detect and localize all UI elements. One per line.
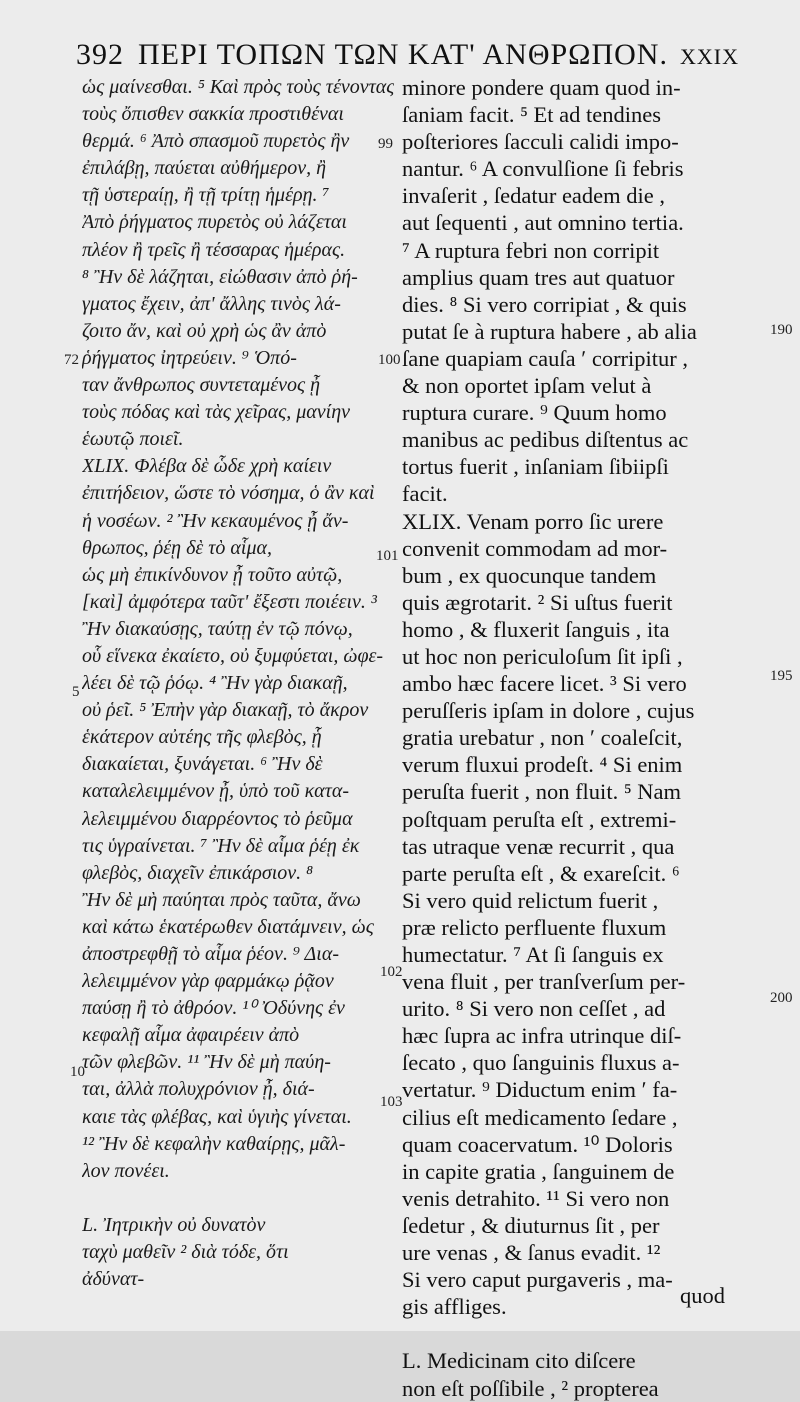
text-line: οὗ εἵνεκα ἐκαίετο, οὐ ξυμφύεται, ὠφε- [82, 644, 384, 667]
text-line: ure venas , & ſanus evadit. ¹² [402, 1240, 661, 1266]
margin-number: 200 [770, 990, 793, 1006]
text-line: Si vero quid relictum fuerit , [402, 887, 659, 913]
greek-text-column [82, 74, 394, 1293]
text-line: ἑωυτῷ ποιεῖ. [82, 428, 184, 451]
text-line: ὡς μαίνεσθαι. ⁵ Καὶ πρὸς τοὺς τένοντας [82, 76, 394, 98]
text-line: L. Medicinam cito diſcere [402, 1348, 636, 1374]
text-line: tas utraque venæ recurrit , qua [402, 833, 675, 859]
text-line: non eſt poſſibile , ² propterea [402, 1375, 659, 1401]
latin-text-column [402, 74, 794, 1402]
text-line: ſaniam facit. ⁵ Et ad tendines [402, 102, 662, 128]
text-line: peruſta fuerit , non fluit. ⁵ Nam [402, 779, 682, 805]
text-line: & non oportet ipſam velut à [402, 373, 652, 399]
text-line: amplius quam tres aut quatuor [402, 264, 675, 290]
text-line: aut ſequenti , aut omnino tertia. [402, 210, 684, 236]
text-line: ἑκάτερον αὐτέης τῆς φλεβὸς, ᾗ [82, 726, 322, 749]
text-line: convenit commodam ad mor- [402, 535, 668, 561]
text-line: λελειμμένου διαρρέοντος τὸ ῥεῦμα [82, 807, 353, 830]
text-line: Ἀπὸ ῥήγματος πυρετὸς οὐ λάζεται [82, 211, 347, 234]
text-line: homo , & fluxerit ſanguis , ita [402, 616, 670, 642]
text-line: nantur. ⁶ A convulſione ſi febris [402, 156, 684, 182]
text-line: φλεβὸς, διαχεῖν ἐπικάρσιον. ⁸ [82, 861, 314, 884]
line-gap [82, 1185, 394, 1212]
running-title: ΠΕΡΙ ΤΟΠΩΝ ΤΩΝ ΚΑΤ' ΑΝΘΡΩΠΟΝ. [138, 38, 668, 71]
text-line: παύσῃ ἢ τὸ ἀθρόον. ¹⁰ Ὀδύνης ἐν [82, 997, 345, 1020]
text-line: putat ſe à ruptura habere , ab alia [402, 318, 697, 344]
text-line: invaſerit , ſedatur eadem die , [402, 183, 666, 209]
text-line: ἐπιλάβῃ, παύεται αὐθήμερον, ἢ [82, 157, 327, 180]
margin-number: 101 [376, 548, 399, 564]
text-line: facit. [402, 481, 448, 507]
text-line: parte peruſta eſt , & exareſcit. ⁶ [402, 860, 680, 886]
text-line: ἐπιτήδειον, ὥστε τὸ νόσημα, ὁ ἂν καὶ [82, 482, 375, 505]
text-line: τοὺς ὄπισθεν σακκία προστιθέναι [82, 103, 344, 126]
text-line: ταν ἄνθρωπος συντεταμένος ᾖ [82, 374, 321, 397]
text-line: ambo hæc facere licet. ³ Si vero [402, 671, 687, 697]
text-line: bum , ex quocunque tandem [402, 562, 657, 588]
text-line: οὐ ῥεῖ. ⁵ Ἐπὴν γὰρ διακαῇ, τὸ ἄκρον [82, 699, 369, 722]
margin-number: 103 [380, 1094, 403, 1110]
text-line: καιε τὰς φλέβας, καὶ ὑγιὴς γίνεται. [82, 1105, 352, 1128]
margin-number: 195 [770, 668, 793, 684]
text-line: κεφαλῇ αἷμα ἀφαιρέειν ἀπὸ [82, 1024, 300, 1047]
text-line: ſedetur , & diuturnus ſit , per [402, 1212, 660, 1238]
text-line: poſtquam peruſta eſt , extremi- [402, 806, 677, 832]
text-line: verum fluxui prodeſt. ⁴ Si enim [402, 752, 683, 778]
text-line: ſecato , quo ſanguinis fluxus a- [402, 1050, 680, 1076]
text-line: τοὺς πόδας καὶ τὰς χεῖρας, μανίην [82, 401, 351, 424]
text-line: ται, ἀλλὰ πολυχρόνιον ᾖ, διά- [82, 1078, 315, 1101]
text-line: hæc ſupra ac infra utrinque diſ- [402, 1023, 682, 1049]
text-line: πλέον ἢ τρεῖς ἢ τέσσαρας ἡμέρας. [82, 238, 346, 261]
text-line: θερμά. ⁶ Ἀπὸ σπασμοῦ πυρετὸς ἢν [82, 130, 350, 153]
margin-number: 72 [64, 352, 79, 368]
line-gap [402, 1320, 794, 1347]
text-line: ⁸ Ἢν δὲ λάζηται, εἰώθασιν ἀπὸ ῥή- [82, 265, 358, 288]
text-line: ruptura curare. ⁹ Quum homo [402, 400, 667, 426]
text-line: XLIX. Venam porro ſic urere [402, 508, 664, 534]
text-line: venis detrahito. ¹¹ Si vero non [402, 1185, 670, 1211]
text-line: poſteriores ſacculi calidi impo- [402, 129, 679, 155]
margin-number: 10 [70, 1064, 85, 1080]
text-line: θρωπος, ῥέῃ δὲ τὸ αἷμα, [82, 536, 273, 559]
text-line: gis affliges. [402, 1294, 507, 1320]
section-signature: XXIX [679, 44, 739, 69]
text-line: τις ὑγραίνεται. ⁷ Ἢν δὲ αἷμα ῥέῃ ἐκ [82, 834, 360, 857]
text-line: præ relicto perfluente fluxum [402, 914, 667, 940]
margin-number: 99 [378, 136, 393, 152]
text-line: dies. ⁸ Si vero corripiat , & quis [402, 291, 687, 317]
text-line: λελειμμένον γὰρ φαρμάκῳ ῥᾷον [82, 970, 334, 993]
text-line: ταχὺ μαθεῖν ² διὰ τόδε, ὅτι [82, 1241, 289, 1264]
margin-number: 5 [72, 684, 80, 700]
text-line: λον πονέει. [82, 1159, 170, 1182]
text-line: ἀποστρεφθῇ τὸ αἷμα ῥέον. ⁹ Δια- [82, 943, 339, 965]
text-line: vertatur. ⁹ Diductum enim ʹ fa- [402, 1077, 678, 1103]
text-line: gratia urebatur , non ʹ coaleſcit, [402, 725, 683, 751]
text-line: [καὶ] ἀμφότερα ταῦτ' ἔξεστι ποιέειν. ³ [82, 590, 377, 613]
text-line: in capite gratia , ſanguinem de [402, 1158, 675, 1184]
text-line: L. Ἰητρικὴν οὐ δυνατὸν [82, 1213, 266, 1236]
text-line: ἀδύνατ- [82, 1268, 145, 1291]
text-line: minore pondere quam quod in- [402, 75, 681, 100]
text-line: humectatur. ⁷ At ſi ſanguis ex [402, 942, 664, 967]
text-line: ut hoc non periculoſum ſit ipſi , [402, 643, 683, 669]
text-line: ὡς μὴ ἐπικίνδυνον ᾖ τοῦτο αὐτῷ, [82, 563, 343, 586]
margin-number: 102 [380, 964, 403, 980]
page-number: 392 [76, 38, 124, 71]
text-line: τῶν φλεβῶν. ¹¹ Ἢν δὲ μὴ παύη- [82, 1051, 331, 1074]
running-header [76, 38, 796, 74]
margin-number: 190 [770, 322, 793, 338]
catchword: quod [680, 1283, 725, 1308]
text-line: Ἢν δὲ μὴ παύηται πρὸς ταῦτα, ἄνω [82, 888, 361, 911]
text-line: ἡ νοσέων. ² Ἢν κεκαυμένος ᾖ ἄν- [82, 509, 349, 532]
text-line: Si vero caput purgaveris , ma- [402, 1267, 673, 1293]
text-line: quam coacervatum. ¹⁰ Doloris [402, 1131, 673, 1157]
text-line: urito. ⁸ Si vero non ceſſet , ad [402, 996, 666, 1022]
text-line: tortus fuerit , inſaniam ſibiipſi [402, 454, 669, 480]
text-line: ¹² Ἢν δὲ κεφαλὴν καθαίρῃς, μᾶλ- [82, 1132, 346, 1155]
text-line: ζοιτο ἄν, καὶ οὐ χρὴ ὡς ἂν ἀπὸ [82, 319, 327, 342]
text-line: quis ægrotarit. ² Si uſtus fuerit [402, 589, 673, 615]
text-line: τῇ ὑστεραίῃ, ἢ τῇ τρίτῃ ἡμέρῃ. ⁷ [82, 184, 330, 207]
text-line: cilius eſt medicamento ſedare , [402, 1104, 678, 1130]
text-line: ⁷ A ruptura febri non corripit [402, 237, 660, 263]
text-line: ῥήγματος ἰητρεύειν. ⁹ Ὁπό- [82, 346, 297, 369]
text-line: vena fluit , per tranſverſum per- [402, 969, 686, 995]
text-line: Ἢν διακαύσῃς, ταύτῃ ἐν τῷ πόνῳ, [82, 617, 353, 640]
text-line: ſane quapiam cauſa ʹ corripitur , [402, 345, 689, 371]
text-line: γματος ἔχειν, ἀπ' ἄλλης τινὸς λά- [82, 292, 341, 315]
text-line: διακαίεται, ξυνάγεται. ⁶ Ἢν δὲ [82, 753, 323, 776]
margin-number: 100 [378, 352, 401, 368]
text-line: peruſſeris ipſam in dolore , cujus [402, 698, 695, 724]
text-line: καὶ κάτω ἑκατέρωθεν διατάμνειν, ὡς [82, 915, 374, 938]
text-line: manibus ac pedibus diſtentus ac [402, 427, 689, 453]
text-line: καταλελειμμένον ᾖ, ὑπὸ τοῦ κατα- [82, 780, 349, 803]
text-line: λέει δὲ τῷ ῥόῳ. ⁴ Ἢν γὰρ διακαῇ, [82, 672, 348, 695]
text-line: XLIX. Φλέβα δὲ ὧδε χρὴ καίειν [82, 455, 332, 478]
